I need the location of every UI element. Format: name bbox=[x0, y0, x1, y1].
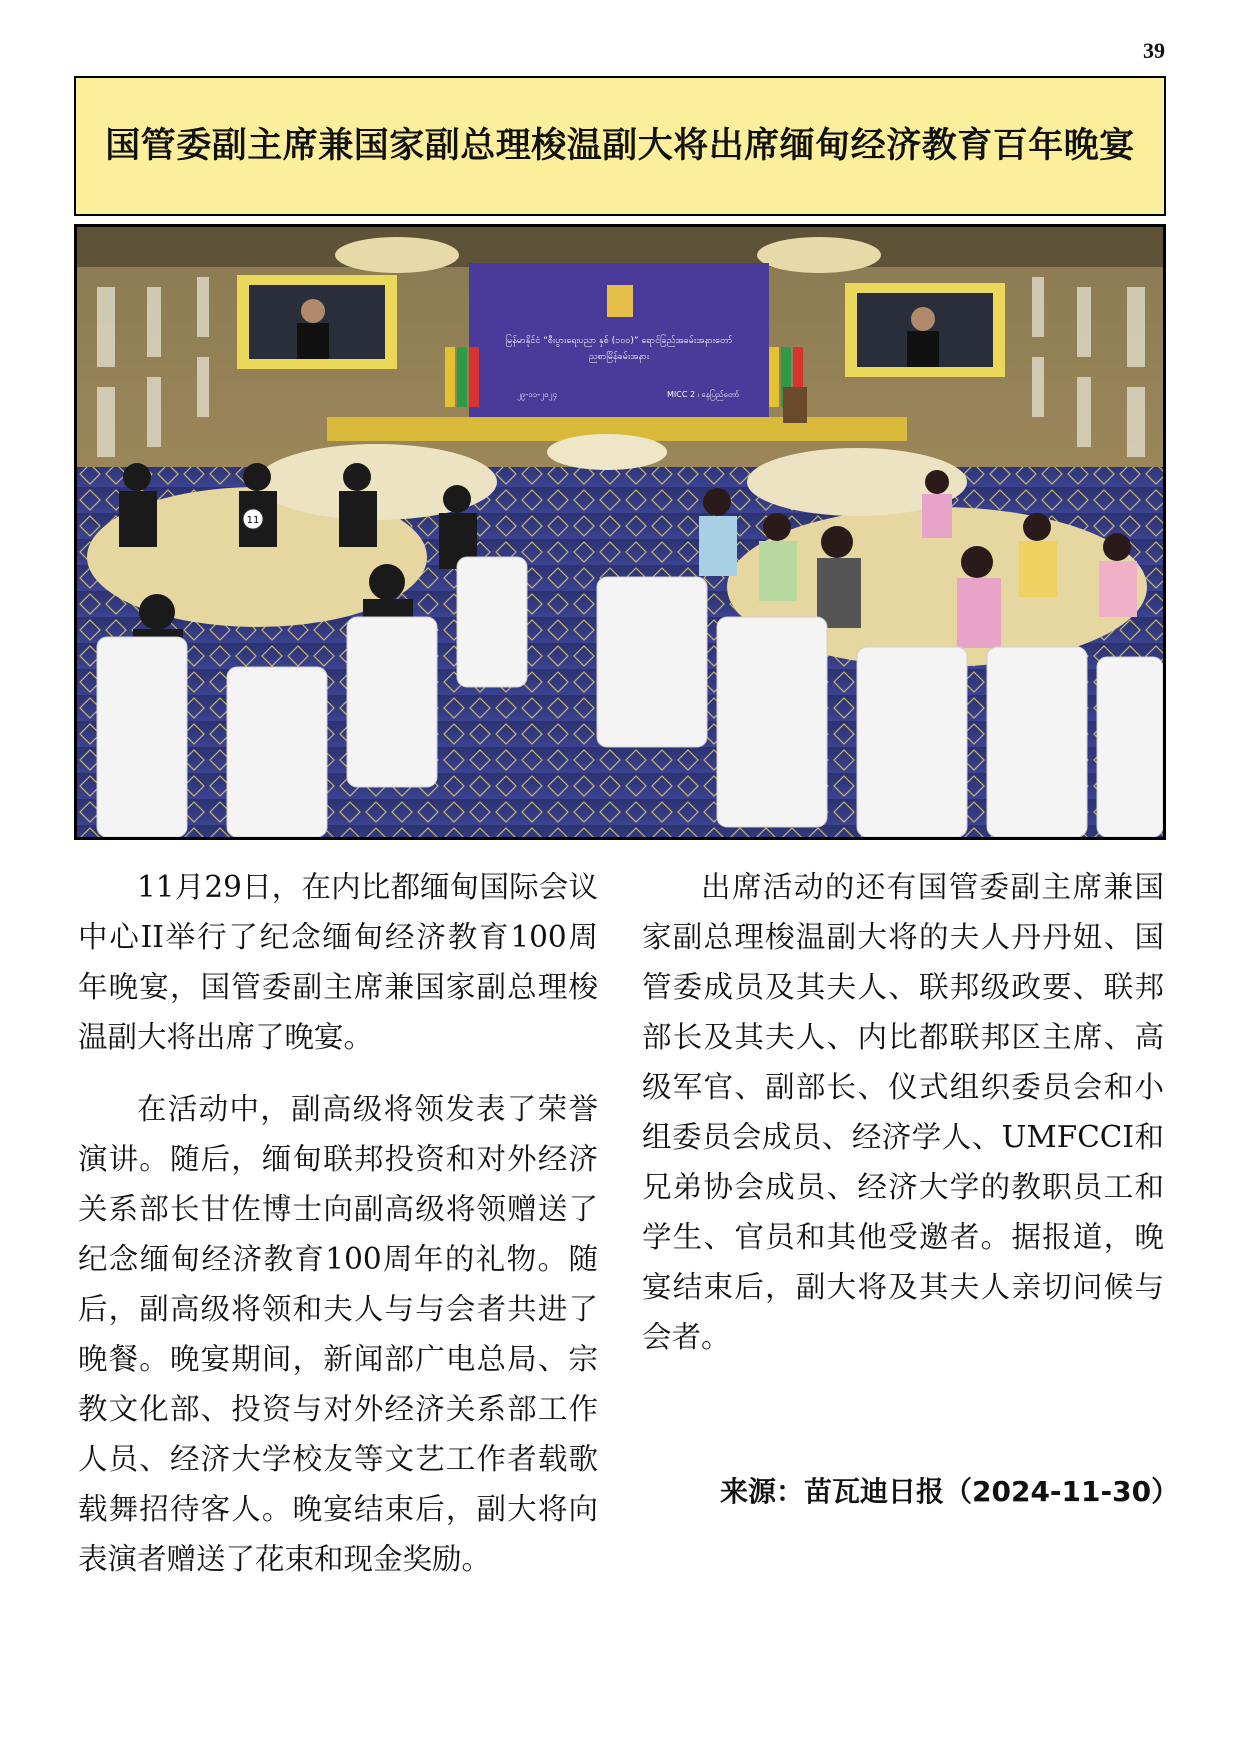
title-banner bbox=[74, 76, 1166, 216]
page-title: 国管委副主席兼国家副总理梭温副大将出席缅甸经济教育百年晚宴 bbox=[105, 126, 1135, 166]
banner-date: ၂၉-၁၁-၂၀၂၄ bbox=[517, 390, 558, 399]
article-column-right bbox=[642, 862, 1164, 1384]
chandelier-left bbox=[335, 237, 459, 273]
page-number: 39 bbox=[1143, 38, 1165, 63]
paragraph: 11月29日，在内比都缅甸国际会议中心II举行了纪念缅甸经济教育100周年晚宴，国管委副主席兼国家副总理梭温副大将出席了晚宴。 bbox=[78, 870, 598, 1054]
article-column-left bbox=[78, 862, 598, 1606]
banner-line1: မြန်မာနိုင်ငံ “စီးပွားရေးပညာ နှစ် (၁၀၀)” ရောင်ခြည်အခမ်းအနားတော် bbox=[505, 336, 733, 346]
chandelier-right bbox=[757, 237, 881, 273]
paragraph: 出席活动的还有国管委副主席兼国家副总理梭温副大将的夫人丹丹妞、国管委成员及其夫人、联邦级政要、联邦部长及其夫人、内比都联邦区主席、高级军官、副部长、仪式组织委员会和小组委员会成员、经济学人、UMFCCI和兄弟协会成员、经济大学的教职员工和学生、官员和其他受邀者。据报道，晚宴结束后，副大将及其夫人亲切问候与会者。 bbox=[642, 870, 1164, 1354]
banner-line2: ညစာမြိန်ခမ်းအနား bbox=[588, 352, 650, 362]
event-photo bbox=[74, 224, 1166, 840]
source-credit: 来源：苗瓦迪日报（2024-11-30） bbox=[720, 1475, 1180, 1508]
emblem bbox=[607, 285, 633, 317]
table-number: 11 bbox=[246, 515, 260, 526]
paragraph: 在活动中，副高级将领发表了荣誉演讲。随后，缅甸联邦投资和对外经济关系部长甘佐博士向副高级将领赠送了纪念缅甸经济教育100周年的礼物。随后，副高级将领和夫人与与会者共进了晚餐。晚宴期间，新闻部广电总局、宗教文化部、投资与对外经济关系部工作人员、经济大学校友等文艺工作者载歌载舞招待客人。晚宴结束后，副大将向表演者赠送了花束和现金奖励。 bbox=[78, 1092, 598, 1576]
podium bbox=[783, 387, 807, 423]
ceiling bbox=[77, 227, 1163, 267]
banner-venue: MICC 2 ၊ နေပြည်တော် bbox=[667, 390, 739, 399]
